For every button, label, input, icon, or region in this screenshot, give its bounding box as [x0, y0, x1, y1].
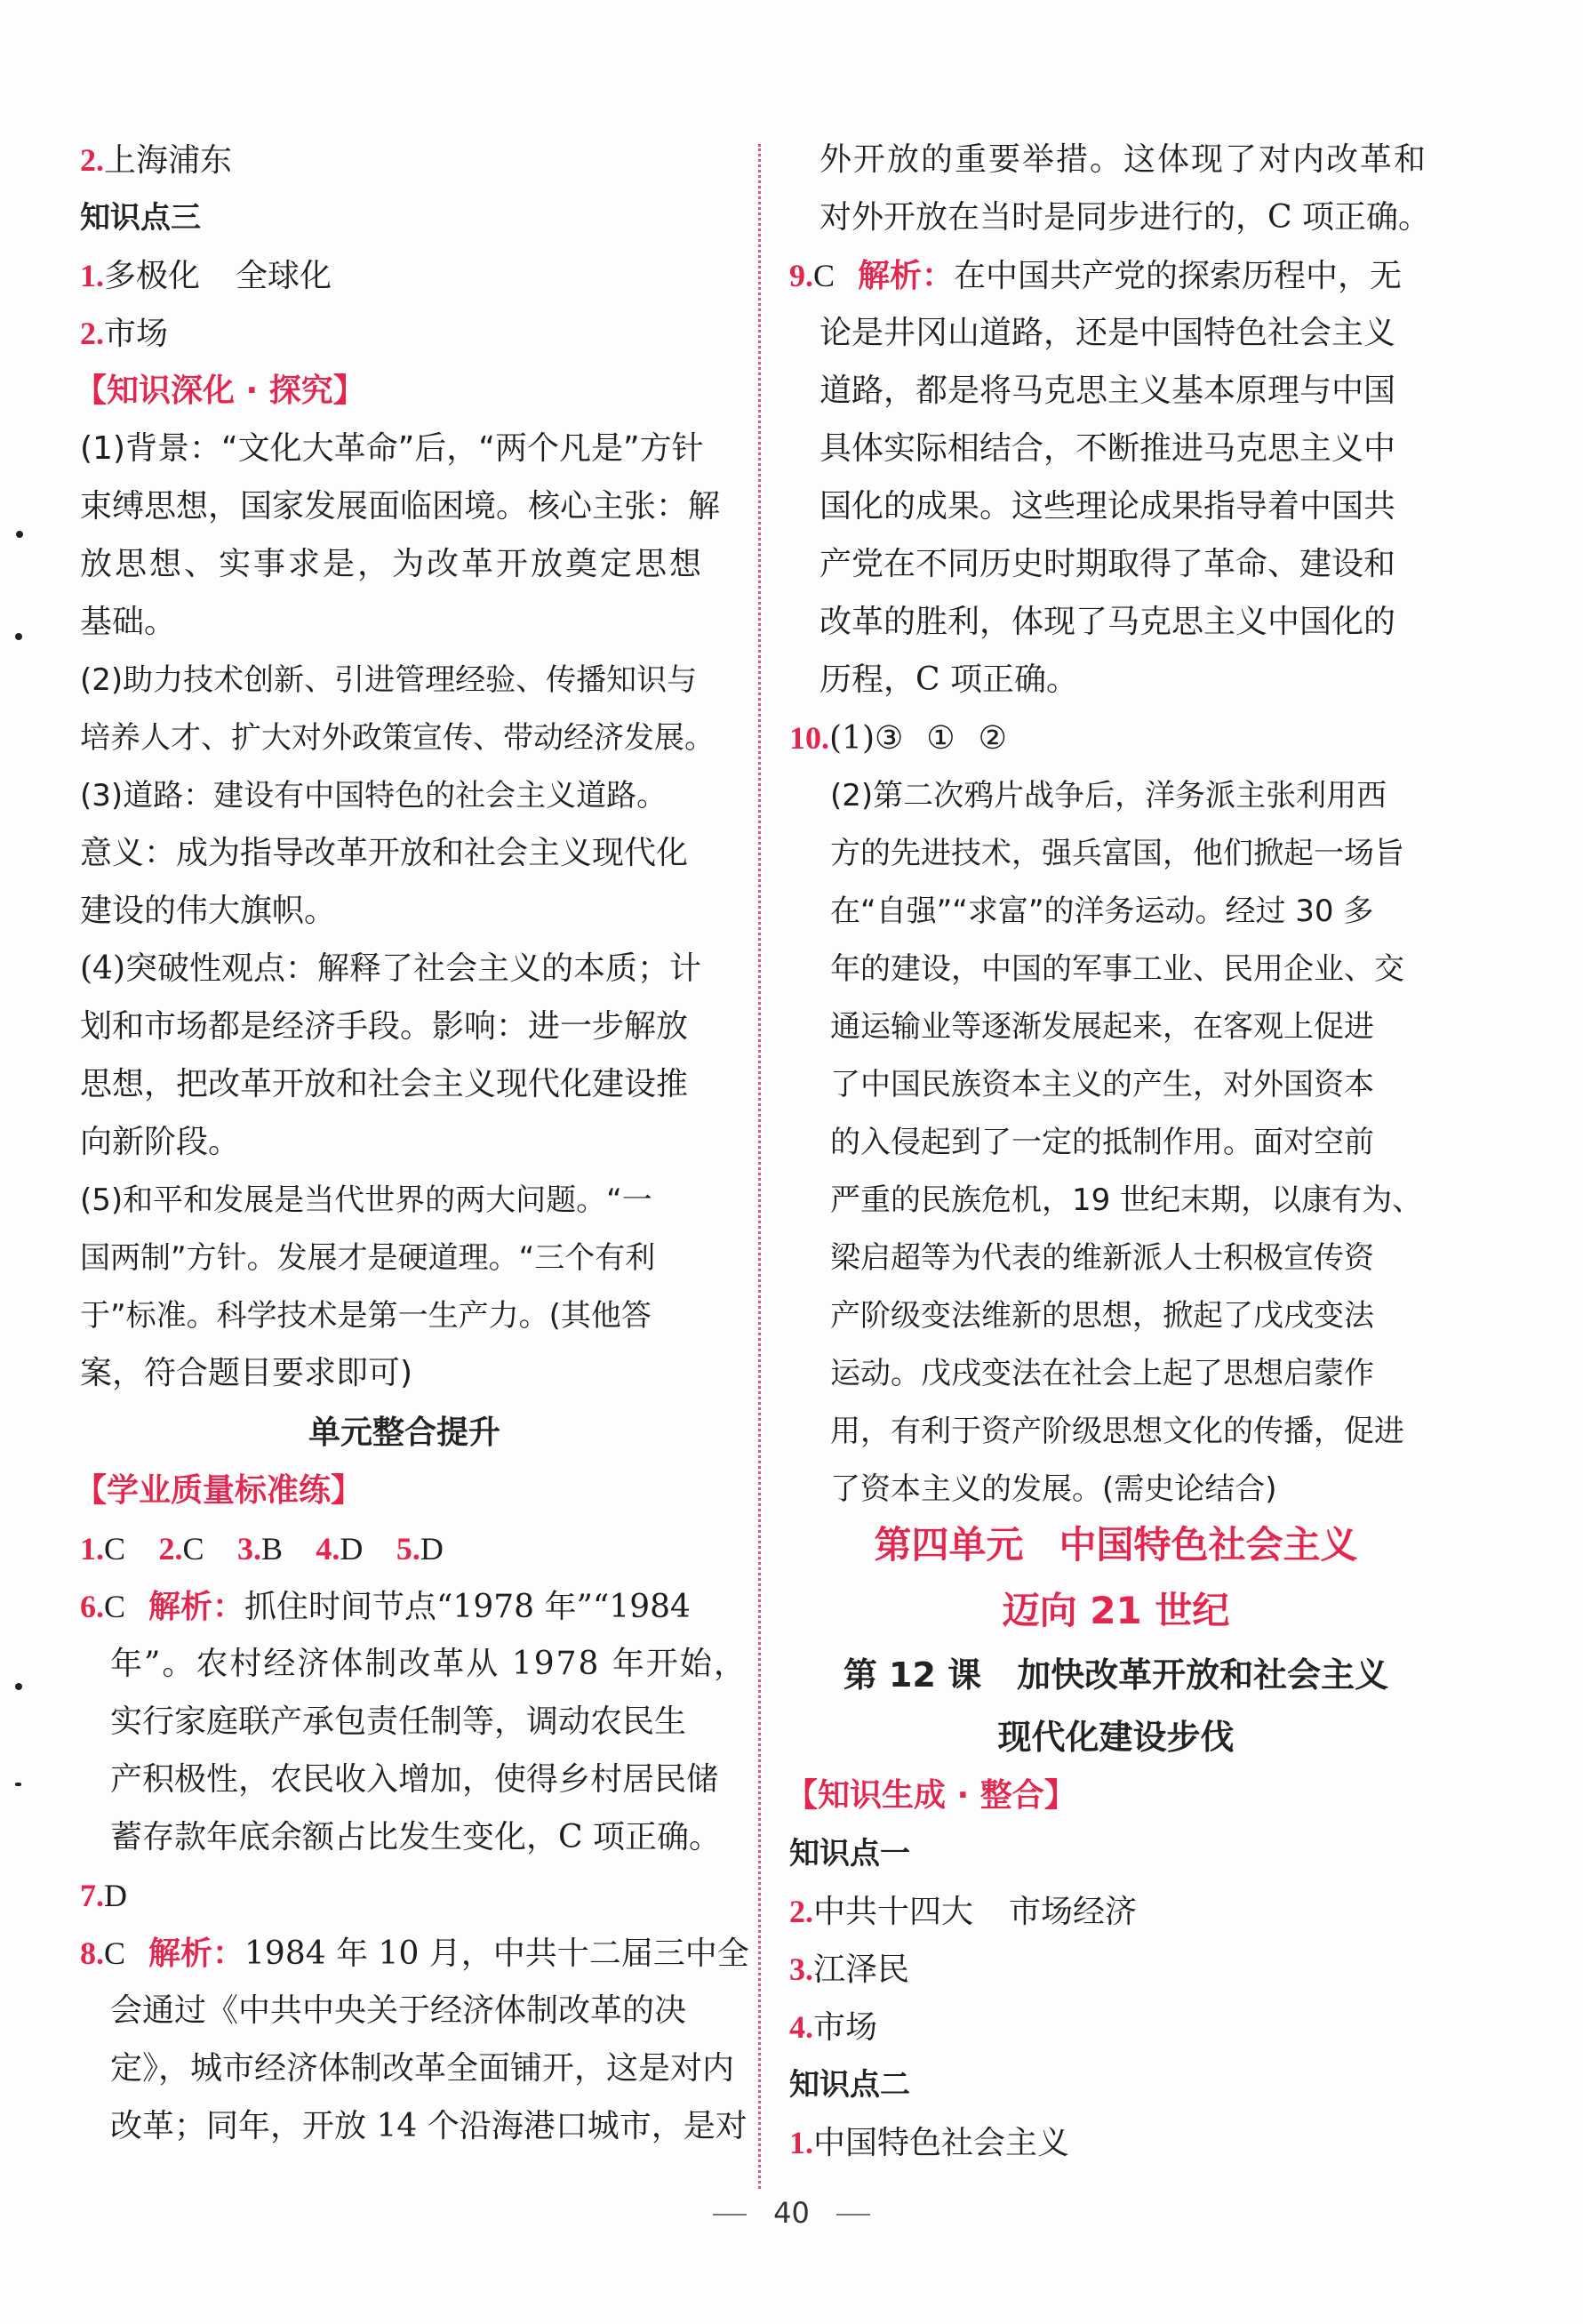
list-item: 4.市场 [789, 2009, 878, 2046]
text-line: 向新阶段。 [80, 1124, 241, 1160]
knowledge-point-heading: 知识点三 [80, 200, 201, 236]
margin-mark [15, 1783, 21, 1786]
question-8: 8.C 解析：1984 年 10 月，中共十二届三中全 [80, 1935, 749, 1972]
knowledge-point-heading: 知识点二 [789, 2067, 910, 2103]
text-line: 在“自强”“求富”的洋务运动。经过 30 多 [830, 894, 1374, 929]
text-line: 束缚思想，国家发展面临困境。核心主张：解 [80, 488, 721, 525]
question-6: 6.C 解析：抓住时间节点“1978 年”“1984 [80, 1589, 691, 1625]
text-line: 道路，都是将马克思主义基本原理与中国 [819, 373, 1396, 409]
text-line: 论是井冈山道路，还是中国特色社会主义 [819, 315, 1396, 351]
text-line: 实行家庭联产承包责任制等，调动农民生 [110, 1703, 687, 1740]
margin-mark [16, 531, 23, 538]
text-line: 国两制”方针。发展才是硬道理。“三个有利 [80, 1240, 656, 1276]
text-line: 年的建设，中国的军事工业、民用企业、交 [830, 951, 1404, 987]
text-line: 建设的伟大旗帜。 [80, 893, 337, 929]
text-line: 历程，C 项正确。 [819, 661, 1078, 698]
text-line: (3)道路：建设有中国特色的社会主义道路。 [80, 778, 668, 813]
text-line: 运动。戊戌变法在社会上起了思想启蒙作 [830, 1356, 1374, 1391]
text-line: 划和市场都是经济手段。影响：进一步解放 [80, 1008, 689, 1045]
list-item: 2.市场 [80, 316, 169, 352]
text-line: 产阶级变法维新的思想，掀起了戊戌变法 [830, 1298, 1374, 1334]
unit-review-heading: 单元整合提升 [308, 1414, 500, 1451]
section-heading: 【学业质量标准练】 [75, 1472, 364, 1509]
text-line: (4)突破性观点：解释了社会主义的本质；计 [80, 950, 701, 987]
list-item: 1.多极化 全球化 [80, 258, 332, 294]
text-line: 严重的民族危机，19 世纪末期，以康有为、 [830, 1182, 1423, 1218]
text-line: 产积极性，农民收入增加，使得乡村居民储 [110, 1761, 719, 1798]
text-line: 国化的成果。这些理论成果指导着中国共 [819, 488, 1396, 525]
text-line: 蓄存款年底余额占比发生变化，C 项正确。 [110, 1819, 721, 1855]
page-footer [0, 2196, 1583, 2230]
text-line: 产党在不同历史时期取得了革命、建设和 [819, 546, 1396, 582]
analysis-label: 解析： [858, 258, 955, 294]
answer-row: 1.C 2.C 3.B 4.D 5.D [80, 1531, 444, 1567]
text-line: 用，有利于资产阶级思想文化的传播，促进 [830, 1414, 1404, 1449]
list-item: 2.中共十四大 市场经济 [789, 1894, 1138, 1930]
page-number: 40 [773, 2196, 810, 2230]
text-line: 外开放的重要举措。这体现了对内改革和 [819, 141, 1428, 178]
text-line: (2)第二次鸦片战争后，洋务派主张利用西 [830, 778, 1387, 813]
lesson-title-line2: 现代化建设步伐 [997, 1718, 1235, 1757]
list-item: 2.上海浦东 [80, 142, 233, 179]
section-heading: 【知识深化 · 探究】 [75, 373, 365, 409]
list-item: 3.江泽民 [789, 1951, 910, 1988]
text-line: 年”。农村经济体制改革从 1978 年开始， [110, 1646, 748, 1682]
text-line: 改革的胜利，体现了马克思主义中国化的 [819, 604, 1396, 640]
knowledge-point-heading: 知识点一 [789, 1836, 910, 1871]
text-line: 通运输业等逐渐发展起来，在客观上促进 [830, 1009, 1374, 1045]
unit-title: 第四单元 中国特色社会主义 [874, 1523, 1358, 1567]
text-line: 案，符合题目要求即可) [80, 1355, 413, 1391]
question-10: 10.(1)③ ① ② [789, 720, 1007, 757]
analysis-label: 解析： [148, 1935, 245, 1972]
text-line: 放思想、实事求是，为改革开放奠定思想 [80, 546, 705, 582]
text-line: 意义：成为指导改革开放和社会主义现代化 [80, 835, 689, 871]
margin-mark [15, 1683, 22, 1690]
text-line: 会通过《中共中央关于经济体制改革的决 [110, 1992, 687, 2029]
text-line: 了中国民族资本主义的产生，对外国资本 [830, 1067, 1374, 1102]
text-line: (1)背景：“文化大革命”后，“两个凡是”方针 [80, 430, 704, 467]
question-9: 9.C 解析：在中国共产党的探索历程中，无 [789, 258, 1403, 294]
text-line: (2)助力技术创新、引进管理经验、传播知识与 [80, 662, 698, 698]
text-line: 基础。 [80, 604, 177, 640]
text-line: 的入侵起到了一定的抵制作用。面对空前 [830, 1125, 1374, 1160]
text-line: 方的先进技术，强兵富国，他们掀起一场旨 [830, 836, 1404, 871]
question-7: 7.D [80, 1878, 127, 1913]
text-line: 培养人才、扩大对外政策宣传、带动经济发展。 [80, 720, 715, 756]
text-line: 了资本主义的发展。(需史论结合) [830, 1471, 1277, 1507]
text-line: 于”标准。科学技术是第一生产力。(其他答 [80, 1298, 652, 1334]
text-line: 对外开放在当时是同步进行的，C 项正确。 [819, 199, 1430, 236]
analysis-label: 解析： [148, 1589, 245, 1625]
text-line: 具体实际相结合，不断推进马克思主义中 [819, 430, 1396, 467]
text-line: 定》，城市经济体制改革全面铺开，这是对内 [110, 2050, 735, 2087]
footer-dash [713, 2214, 747, 2216]
text-line: (5)和平和发展是当代世界的两大问题。“一 [80, 1182, 652, 1218]
margin-mark [15, 633, 22, 640]
list-item: 1.中国特色社会主义 [789, 2125, 1070, 2161]
footer-dash [836, 2214, 870, 2216]
unit-title-line2: 迈向 21 世纪 [1002, 1589, 1230, 1632]
text-line: 思想，把改革开放和社会主义现代化建设推 [80, 1066, 689, 1102]
text-line: 梁启超等为代表的维新派人士积极宣传资 [830, 1240, 1374, 1276]
text-line: 改革；同年，开放 14 个沿海港口城市，是对 [110, 2108, 748, 2144]
section-heading: 【知识生成 · 整合】 [786, 1777, 1076, 1814]
lesson-title: 第 12 课 加快改革开放和社会主义 [843, 1655, 1389, 1695]
column-divider [758, 144, 761, 2189]
